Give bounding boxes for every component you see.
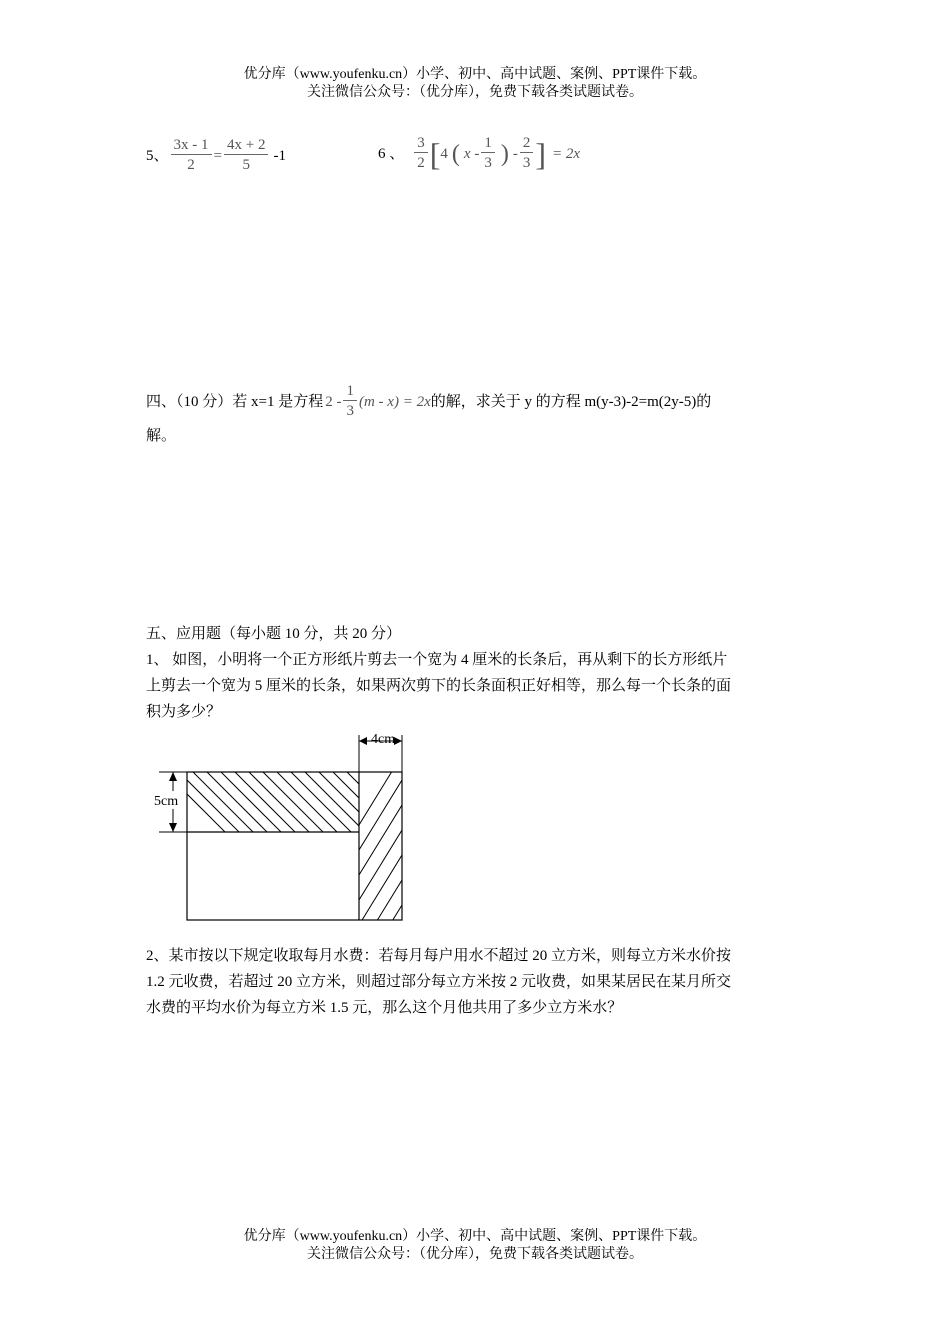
header-line-2: 关注微信公众号：（优分库），免费下载各类试题试卷。 bbox=[307, 85, 643, 100]
square-outline bbox=[187, 772, 402, 920]
arrow-right-icon bbox=[394, 737, 402, 745]
section-4-suffix: 的解，求关于 y 的方程 m(y-3)-2=m(2y-5)的 bbox=[430, 393, 712, 410]
section-4-equation: (m - x) = 2x bbox=[358, 393, 431, 410]
problem-6-inner-fraction bbox=[481, 134, 495, 173]
left-paren: ( bbox=[451, 140, 460, 167]
problem-5-rhs-numerator: 4x + 2 bbox=[224, 136, 268, 155]
problem-5-lhs-denominator: 2 bbox=[187, 157, 195, 173]
problem-6-outer-fraction bbox=[520, 134, 534, 173]
q1-line-1: 1、 如图，小明将一个正方形纸片剪去一个宽为 4 厘米的长条后，再从剩下的长方形纸片 bbox=[146, 652, 728, 668]
q2-line-3: 水费的平均水价为每立方米 1.5 元，那么这个月他共用了多少立方米水？ bbox=[146, 1000, 623, 1016]
right-paren: ) bbox=[500, 140, 509, 167]
section-4-fraction-denominator: 3 bbox=[346, 403, 354, 419]
q2-line-2: 1.2 元收费，若超过 20 立方米，则超过部分每立方米按 2 元收费，如果某居民在某月所交 bbox=[146, 974, 732, 990]
section-4-two-minus: 2 - bbox=[325, 393, 342, 410]
arrow-down-icon bbox=[169, 823, 177, 832]
problem-5 bbox=[146, 136, 286, 175]
q2-line-1: 2、某市按以下规定收取每月水费：若每月每户用水不超过 20 立方米，则每立方米水价按 bbox=[146, 948, 732, 964]
section-4-line-1 bbox=[146, 382, 711, 421]
problem-6-x-minus: x - bbox=[463, 145, 480, 162]
right-bracket: ] bbox=[535, 135, 546, 172]
problem-5-lhs-numerator: 3x - 1 bbox=[171, 136, 212, 155]
problem-6-inner-numerator: 1 bbox=[481, 134, 495, 153]
problem-6-label: 6 、 bbox=[378, 145, 405, 162]
problem-5-lhs-fraction bbox=[171, 136, 212, 175]
problem-6-inner-denominator: 3 bbox=[484, 155, 492, 171]
top-strip-hatching bbox=[165, 772, 407, 832]
square-cut-figure bbox=[145, 725, 425, 930]
section-4-line-2: 解。 bbox=[146, 428, 177, 444]
left-bracket: [ bbox=[429, 135, 441, 172]
arrow-up-icon bbox=[169, 772, 177, 781]
problem-6-coefficient-numerator: 3 bbox=[414, 134, 428, 153]
section-4-fraction-numerator: 1 bbox=[343, 382, 357, 401]
page-header bbox=[0, 66, 950, 102]
problem-6-rhs: = 2x bbox=[551, 145, 581, 162]
header-line-1: 优分库（www.youfenku.cn）小学、初中、高中试题、案例、PPT课件下载。 bbox=[243, 67, 707, 82]
q1-line-2: 上剪去一个宽为 5 厘米的长条，如果两次剪下的长条面积正好相等，那么每一个长条的面 bbox=[146, 678, 732, 694]
problem-6-coefficient-fraction bbox=[414, 134, 428, 173]
problem-6-minus: - bbox=[512, 145, 518, 162]
page-footer bbox=[0, 1228, 950, 1264]
problem-5-label: 5、 bbox=[146, 147, 169, 164]
label-4cm: 4cm bbox=[371, 732, 396, 747]
arrow-left-icon bbox=[359, 737, 367, 745]
section-4-prefix: 四、（10 分）若 x=1 是方程 bbox=[146, 393, 324, 410]
footer-line-2: 关注微信公众号：（优分库），免费下载各类试题试卷。 bbox=[307, 1247, 643, 1262]
footer-line-1: 优分库（www.youfenku.cn）小学、初中、高中试题、案例、PPT课件下载。 bbox=[243, 1229, 707, 1244]
problem-5-tail: -1 bbox=[273, 147, 286, 164]
problem-6-outer-denominator: 3 bbox=[522, 155, 531, 171]
problem-5-equals: = bbox=[213, 147, 222, 164]
problem-6-coefficient-denominator: 2 bbox=[417, 155, 425, 171]
problem-6-four: 4 bbox=[440, 145, 448, 162]
q1-line-3: 积为多少？ bbox=[146, 704, 222, 720]
label-5cm: 5cm bbox=[154, 794, 179, 809]
problem-6 bbox=[378, 134, 580, 173]
right-strip-hatching bbox=[359, 755, 402, 930]
problem-5-rhs-denominator: 5 bbox=[242, 157, 250, 173]
section-5-title: 五、应用题（每小题 10 分，共 20 分） bbox=[146, 626, 402, 642]
section-4-fraction bbox=[343, 382, 357, 421]
problem-6-outer-numerator: 2 bbox=[520, 134, 534, 153]
problem-5-rhs-fraction bbox=[224, 136, 268, 175]
